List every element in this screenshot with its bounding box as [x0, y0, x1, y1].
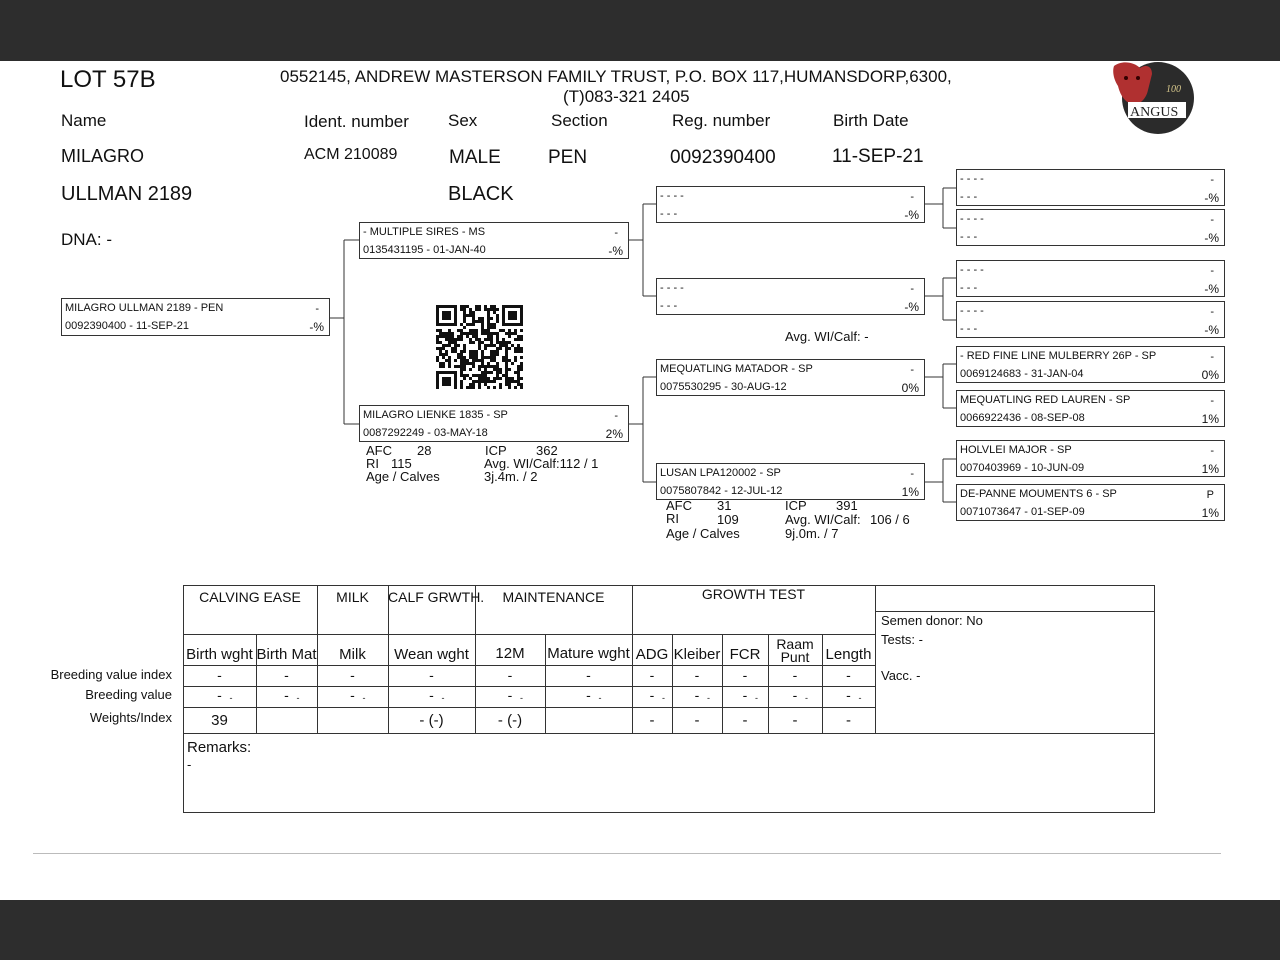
bv-accuracy-cell: -	[662, 693, 665, 703]
pedigree-dam	[359, 405, 629, 442]
col-birth-wght: Birth wght	[186, 646, 253, 663]
pedigree-sdd	[956, 301, 1225, 338]
bv-cell: -	[284, 687, 289, 703]
sd-flag: -	[910, 283, 914, 295]
sss-name: - - - -	[960, 173, 984, 185]
dam-icp-label: ICP	[485, 443, 507, 458]
ds-pct: 0%	[901, 381, 919, 395]
pedigree-ds	[656, 359, 925, 396]
bv-accuracy-cell: -	[755, 693, 758, 703]
dam-flag: -	[614, 410, 618, 422]
breeder-phone: (T)083-321 2405	[563, 87, 690, 106]
pedigree-dsd	[956, 390, 1225, 427]
qr-code	[436, 305, 523, 389]
dam-avg: Avg. WI/Calf:112 / 1	[484, 456, 599, 471]
sd-pct: -%	[904, 300, 919, 314]
col-wean-wght: Wean wght	[394, 646, 469, 663]
dds-reg: 0070403969 - 10-JUN-09	[960, 462, 1085, 474]
sire-name: - MULTIPLE SIRES - MS	[363, 226, 486, 238]
bv-cell: -	[217, 687, 222, 703]
dds-pct: 1%	[1201, 462, 1219, 476]
bv-accuracy-cell: -	[598, 693, 602, 703]
bvi-cell: -	[507, 667, 513, 683]
bvi-cell: -	[742, 667, 748, 683]
row-label-weights: Weights/Index	[89, 710, 172, 725]
row-label-bv: Breeding value	[85, 687, 172, 702]
label-birth: Birth Date	[833, 111, 909, 130]
weights-cell: -	[792, 712, 798, 729]
dss-pct: 0%	[1201, 368, 1219, 382]
ss-flag: -	[910, 191, 914, 203]
birth-date: 11-SEP-21	[832, 146, 924, 167]
dam-ri: 115	[391, 456, 412, 471]
sss-pct: -%	[1204, 191, 1219, 205]
pedigree-dds	[956, 440, 1225, 477]
dd-ri-label: RI	[666, 511, 679, 526]
sire-pct: -%	[608, 244, 623, 258]
bvi-cell: -	[846, 667, 851, 683]
col-12m: 12M	[495, 645, 525, 662]
bv-cell: -	[586, 687, 591, 703]
ssd-pct: -%	[1204, 231, 1219, 245]
pedigree-dd	[656, 463, 925, 500]
dsd-reg: 0066922436 - 08-SEP-08	[960, 412, 1085, 424]
col-birth-mat: Birth Mat	[256, 646, 317, 663]
bvi-cell: -	[694, 667, 700, 683]
ddd-pct: 1%	[1201, 506, 1219, 520]
ds-flag: -	[910, 364, 914, 376]
sds-pct: -%	[1204, 282, 1219, 296]
bv-accuracy-cell: -	[229, 693, 233, 703]
ddd-name: DE-PANNE MOUMENTS 6 - SP	[960, 488, 1117, 500]
sire-reg: 0135431195 - 01-JAN-40	[363, 244, 486, 256]
dd-age-label: Age / Calves	[666, 526, 740, 541]
ssd-flag: -	[1210, 214, 1214, 226]
remarks-label: Remarks:	[187, 739, 252, 756]
label-section: Section	[551, 111, 608, 130]
label-reg: Reg. number	[672, 111, 771, 130]
sd-reg: - - -	[660, 300, 678, 312]
bv-cell: -	[350, 687, 355, 703]
ds-name: MEQUATLING MATADOR - SP	[660, 363, 813, 375]
dds-flag: -	[1210, 445, 1214, 457]
bvi-cell: -	[350, 667, 355, 683]
sd-name: - - - -	[660, 282, 684, 294]
logo-text: ANGUS	[1130, 105, 1179, 120]
weights-cell: - (-)	[497, 712, 523, 729]
semen-donor: Semen donor: No	[881, 613, 983, 628]
dd-avg-label: Avg. WI/Calf:	[785, 512, 861, 527]
dd-ri: 109	[717, 512, 739, 527]
sds-flag: -	[1210, 265, 1214, 277]
pedigree-ssd	[956, 209, 1225, 246]
bvi-cell: -	[792, 667, 798, 683]
dsd-name: MEQUATLING RED LAUREN - SP	[960, 394, 1131, 406]
pedigree-sds	[956, 260, 1225, 297]
bvi-cell: -	[586, 667, 591, 683]
dsd-flag: -	[1210, 395, 1214, 407]
sds-reg: - - -	[960, 282, 978, 294]
group-growth-test: GROWTH TEST	[701, 586, 806, 602]
bvi-cell: -	[217, 667, 222, 683]
weights-cell: -	[649, 712, 655, 729]
dsd-pct: 1%	[1201, 412, 1219, 426]
bv-cell: -	[792, 687, 798, 703]
col-mature-wght: Mature wght	[547, 645, 630, 662]
bv-accuracy-cell: -	[858, 693, 862, 703]
pedigree-dss	[956, 346, 1225, 383]
remarks-value: -	[187, 757, 192, 772]
sire-flag: -	[614, 227, 618, 239]
dd-avg: 106 / 6	[870, 512, 910, 527]
ss-name: - - - -	[660, 190, 684, 202]
dam-afc-label: AFC	[366, 443, 392, 458]
sex-value: MALE	[449, 147, 501, 168]
bvi-cell: -	[284, 667, 289, 683]
sdd-reg: - - -	[960, 323, 978, 335]
group-milk: MILK	[336, 589, 369, 605]
bv-accuracy-cell: -	[441, 693, 445, 703]
ident-number: ACM 210089	[304, 146, 398, 163]
pedigree-sire	[359, 222, 629, 259]
reg-number: 0092390400	[670, 147, 776, 168]
dam-name: MILAGRO LIENKE 1835 - SP	[363, 409, 508, 421]
dam-afc: 28	[417, 443, 432, 458]
animal-name-1: MILAGRO	[61, 146, 145, 166]
dss-reg: 0069124683 - 31-JAN-04	[960, 368, 1084, 380]
logo-sub: 100	[1166, 84, 1181, 95]
dd-icp-label: ICP	[785, 498, 807, 513]
section-value: PEN	[548, 147, 588, 168]
col-length: Length	[825, 646, 872, 663]
ssd-name: - - - -	[960, 213, 984, 225]
weights-cell: -	[846, 712, 851, 729]
self-pct: -%	[309, 320, 324, 334]
tests: Tests: -	[881, 632, 923, 647]
bv-cell: -	[429, 687, 434, 703]
dss-name: - RED FINE LINE MULBERRY 26P - SP	[960, 350, 1157, 362]
pedigree-ddd	[956, 484, 1225, 521]
dss-flag: -	[1210, 351, 1214, 363]
bv-accuracy-cell: -	[296, 693, 300, 703]
sss-reg: - - -	[960, 191, 978, 203]
dam-age-label: Age / Calves	[366, 469, 440, 484]
bvi-cell: -	[649, 667, 655, 683]
ssd-reg: - - -	[960, 231, 978, 243]
dd-pct: 1%	[901, 485, 919, 499]
bv-accuracy-cell: -	[805, 693, 808, 703]
self-reg: 0092390400 - 11-SEP-21	[65, 320, 189, 332]
group-maintenance: MAINTENANCE	[502, 589, 605, 605]
dd-reg: 0075807842 - 12-JUL-12	[660, 485, 783, 497]
self-flag: -	[315, 303, 319, 315]
dds-name: HOLVLEI MAJOR - SP	[960, 444, 1072, 456]
dam-pct: 2%	[605, 427, 623, 441]
col-milk: Milk	[339, 646, 366, 663]
dd-age: 9j.0m. / 7	[785, 526, 839, 541]
self-name: MILAGRO ULLMAN 2189 - PEN	[65, 302, 224, 314]
animal-name-2: ULLMAN 2189	[61, 183, 193, 205]
dam-age: 3j.4m. / 2	[484, 469, 538, 484]
dam-reg: 0087292249 - 03-MAY-18	[363, 427, 488, 439]
bv-cell: -	[742, 687, 748, 703]
bv-cell: -	[846, 687, 851, 703]
bvi-cell: -	[429, 667, 434, 683]
sdd-name: - - - -	[960, 305, 984, 317]
row-label-bvi: Breeding value index	[50, 667, 172, 682]
ds-reg: 0075530295 - 30-AUG-12	[660, 381, 787, 393]
ddd-reg: 0071073647 - 01-SEP-09	[960, 506, 1085, 518]
dam-ri-label: RI	[366, 456, 379, 471]
sd-avg: Avg. WI/Calf: -	[785, 329, 869, 344]
label-ident: Ident. number	[304, 112, 409, 131]
label-sex: Sex	[448, 111, 478, 130]
bottom-rule	[33, 853, 1221, 854]
pedigree-self	[61, 298, 330, 336]
col-kleiber: Kleiber	[673, 646, 721, 663]
sdd-pct: -%	[1204, 323, 1219, 337]
dd-afc: 31	[717, 498, 732, 513]
dd-icp: 391	[836, 498, 858, 513]
weights-cell: -	[694, 712, 700, 729]
dam-icp: 362	[536, 443, 558, 458]
weights-cell: - (-)	[419, 712, 444, 729]
col-adg: ADG	[635, 646, 669, 663]
group-calving-ease: CALVING EASE	[199, 589, 301, 605]
weights-cell: 39	[211, 712, 228, 729]
bv-cell: -	[694, 687, 700, 703]
dd-afc-label: AFC	[666, 498, 692, 513]
ddd-flag: P	[1206, 489, 1214, 501]
bv-accuracy-cell: -	[707, 693, 710, 703]
label-name: Name	[61, 111, 107, 130]
bv-cell: -	[507, 687, 513, 703]
bv-accuracy-cell: -	[362, 693, 366, 703]
bv-accuracy-cell: -	[520, 693, 523, 703]
colour-value: BLACK	[448, 183, 514, 205]
dd-flag: -	[910, 468, 914, 480]
ss-pct: -%	[904, 208, 919, 222]
pedigree-ss	[656, 186, 925, 223]
sss-flag: -	[1210, 174, 1214, 186]
sds-name: - - - -	[960, 264, 984, 276]
group-calf-growth: CALF GRWTH.	[388, 589, 485, 605]
sdd-flag: -	[1210, 306, 1214, 318]
dd-name: LUSAN LPA120002 - SP	[660, 467, 781, 479]
pedigree-sd	[656, 278, 925, 315]
col-fcr: FCR	[729, 646, 761, 663]
dna-value: DNA: -	[61, 230, 112, 249]
breeder-address: 0552145, ANDREW MASTERSON FAMILY TRUST, P.O. BOX 117,HUMANSDORP,6300,	[280, 67, 952, 86]
weights-cell: -	[742, 712, 748, 729]
pedigree-sss	[956, 169, 1225, 206]
col-raam-punt: Raam Punt	[776, 636, 814, 665]
lot-number: LOT 57B	[60, 66, 156, 93]
ss-reg: - - -	[660, 208, 678, 220]
bv-cell: -	[649, 687, 655, 703]
vaccinations: Vacc. -	[881, 668, 921, 683]
